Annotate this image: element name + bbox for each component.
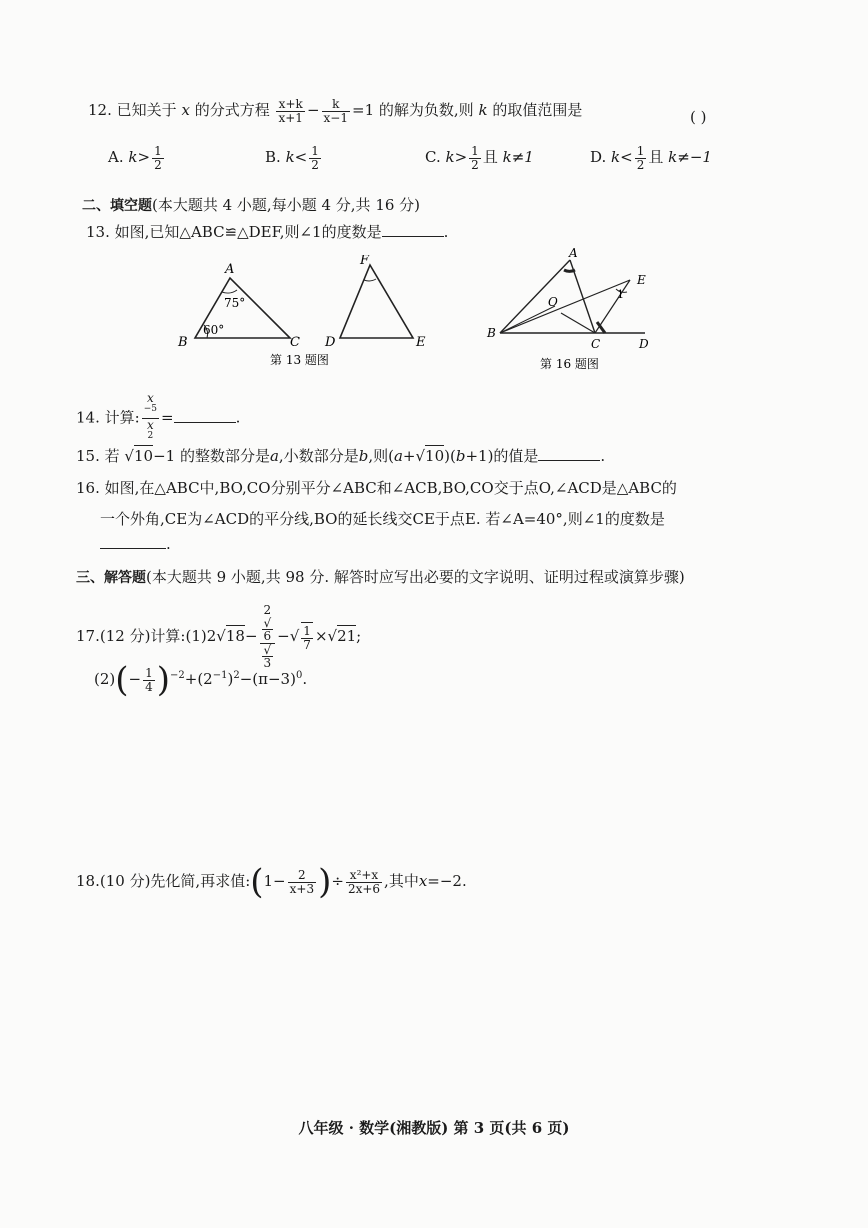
q14-stem: 14. 计算: x $^{-5}$ x $^2$ = . bbox=[76, 391, 241, 441]
fig13-label-b: B bbox=[178, 335, 188, 350]
fig16-label-d: D bbox=[639, 337, 649, 351]
fig16-label-a: A bbox=[569, 248, 578, 260]
fig16-caption: 第 16 题图 bbox=[540, 357, 599, 371]
fig16-label-c: C bbox=[591, 337, 601, 351]
section-2-heading: 二、填空题(本大题共 4 小题,每小题 4 分,共 16 分) bbox=[82, 196, 421, 214]
q12-answer-bracket: ( ) bbox=[690, 108, 707, 126]
answer-blank bbox=[382, 224, 444, 237]
figure-16 bbox=[485, 248, 665, 376]
q12-fraction-1: $\frac{x+k}{x+1}$ bbox=[278, 97, 303, 125]
q17-part-2: (2)(− $\frac{1}{4}$ )$^{-2}+(2^{-1})^2-(\pi-3)^0$. bbox=[94, 660, 308, 700]
fig13-caption: 第 13 题图 bbox=[270, 353, 329, 367]
answer-blank bbox=[174, 410, 236, 423]
fig13-label-d: D bbox=[325, 335, 336, 350]
fig16-label-b: B bbox=[487, 326, 496, 340]
q12-option-b: B. k< $\frac{1}{2}$ bbox=[265, 144, 319, 172]
fig13-label-f: F bbox=[360, 255, 370, 268]
fig13-angle-a: 75° bbox=[224, 296, 246, 310]
fig13-angle-b: 60° bbox=[203, 323, 225, 337]
fig16-label-o: O bbox=[548, 295, 558, 309]
fig13-label-e: E bbox=[416, 335, 426, 350]
fig16-label-1: 1 bbox=[617, 288, 624, 301]
section-3-heading: 三、解答题(本大题共 9 小题,共 98 分. 解答时应写出必要的文字说明、证明过程或演算步骤) bbox=[76, 568, 685, 586]
q12-fraction-2: $\frac{k}{x-1}$ bbox=[323, 97, 348, 125]
fig16-label-e: E bbox=[637, 273, 646, 287]
answer-blank bbox=[538, 448, 600, 461]
q18-stem: 18.(10 分)先化简,再求值:(1− $\frac{2}{x+3}$ )÷ $\frac{\text{x²+x}}{2x+6}$ ,其中x=−2. bbox=[76, 862, 467, 902]
q16-answer-line: . bbox=[100, 535, 171, 553]
q16-line-2: 一个外角,CE为∠ACD的平分线,BO的延长线交CE于点E. 若∠A=40°,则∠1的度数是 bbox=[100, 510, 665, 528]
q13-stem: 13. 如图,已知△ABC≌△DEF,则∠1的度数是 . bbox=[86, 223, 449, 241]
fig13-label-a: A bbox=[225, 262, 235, 277]
page-footer: 八年级 · 数学(湘教版) 第 3 页(共 6 页) bbox=[298, 1119, 570, 1137]
q16-line-1: 16. 如图,在△ABC中,BO,CO分别平分∠ABC和∠ACB,BO,CO交于点O,∠ACD是△ABC的 bbox=[76, 479, 677, 497]
q12-option-a: A. k> $\frac{1}{2}$ bbox=[108, 144, 162, 172]
fig13-label-c: C bbox=[290, 335, 300, 350]
figure-13 bbox=[170, 255, 440, 370]
answer-blank bbox=[100, 536, 166, 549]
q15-stem: 15. 若 √10−1 的整数部分是a,小数部分是b,则(a+√10)(b+1)的值是 . bbox=[76, 447, 606, 465]
q12-option-c: C. k> $\frac{1}{2}$ 且 k≠1 bbox=[425, 144, 534, 172]
q12-option-d: D. k< $\frac{1}{2}$ 且 k≠−1 bbox=[590, 144, 712, 172]
q17-part-1: 17.(12 分)计算:(1)2√18− 2 √ 6 √ 3 −√ $\frac{1}{7}$ ×√21; bbox=[76, 603, 362, 671]
q12-stem: 12. 已知关于 x 的分式方程 $\frac{x+k}{x+1}$ − $\frac{k}{x-1}$ =1 的解为负数,则 k 的取值范围是 bbox=[88, 97, 583, 125]
